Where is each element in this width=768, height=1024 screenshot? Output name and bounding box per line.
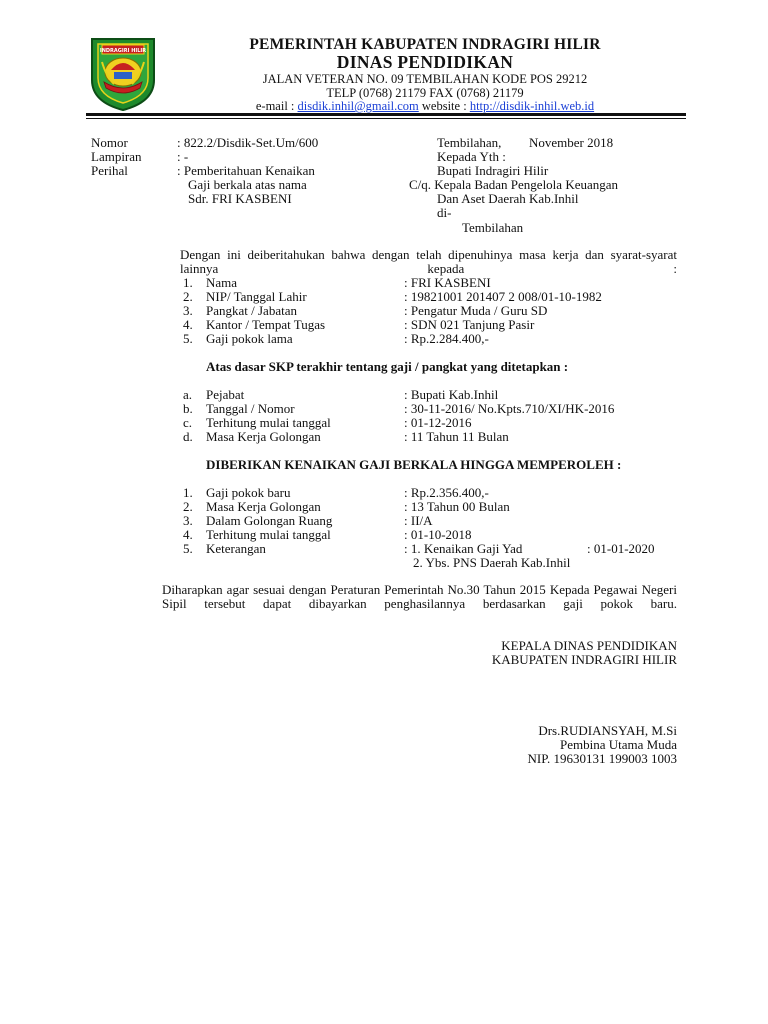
regency-crest-logo	[90, 36, 156, 112]
employee-no-2: 2.	[183, 289, 193, 304]
perihal-line-3: Sdr. FRI KASBENI	[188, 191, 292, 206]
recipient-city: Tembilahan	[462, 220, 524, 235]
raise-no-5: 5.	[183, 541, 193, 556]
raise-note-2: 2. Ybs. PNS Daerah Kab.Inhil	[413, 555, 571, 570]
skp-no-c: c.	[183, 415, 193, 430]
closing-paragraph: Diharapkan agar sesuai dengan Peraturan Pemerintah No.30 Tahun 2015 Kepada Pegawai Negeri Sipil tersebut dapat dibayarkan penghasilannya berdasarkan gaji pokok baru.	[162, 582, 677, 611]
raise-value-2: : 13 Tahun 00 Bulan	[404, 499, 510, 514]
employee-value-3: : Pengatur Muda / Guru SD	[404, 303, 548, 318]
raise-no-3: 3.	[183, 513, 193, 528]
skp-label-d: Masa Kerja Golongan	[206, 429, 321, 444]
employee-no-3: 3.	[183, 303, 193, 318]
employee-no-4: 4.	[183, 317, 193, 332]
skp-label-c: Terhitung mulai tanggal	[206, 415, 331, 430]
skp-value-d: : 11 Tahun 11 Bulan	[404, 429, 509, 444]
raise-no-4: 4.	[183, 527, 193, 542]
header-rule-thick	[86, 113, 686, 116]
employee-value-2: : 19821001 201407 2 008/01-10-1982	[404, 289, 602, 304]
skp-label-b: Tanggal / Nomor	[206, 401, 295, 416]
website-label: website :	[418, 99, 470, 113]
recipient-cq-2: Dan Aset Daerah Kab.Inhil	[437, 191, 579, 206]
nomor-value: : 822.2/Disdik-Set.Um/600	[177, 135, 319, 150]
skp-value-a: : Bupati Kab.Inhil	[404, 387, 499, 402]
raise-label-5: Keterangan	[206, 541, 266, 556]
employee-value-4: : SDN 021 Tanjung Pasir	[404, 317, 535, 332]
contact-line	[160, 100, 690, 114]
skp-label-a: Pejabat	[206, 387, 245, 402]
employee-label-5: Gaji pokok lama	[206, 331, 293, 346]
employee-no-1: 1.	[183, 275, 193, 290]
skp-heading: Atas dasar SKP terakhir tentang gaji / pangkat yang ditetapkan :	[206, 359, 569, 374]
employee-label-4: Kantor / Tempat Tugas	[206, 317, 326, 332]
letter-date: November 2018	[529, 135, 614, 150]
employee-value-1: : FRI KASBENI	[404, 275, 491, 290]
employee-value-5: : Rp.2.284.400,-	[404, 331, 489, 346]
letterhead	[160, 36, 690, 114]
raise-label-4: Terhitung mulai tanggal	[206, 527, 331, 542]
header-rule-thin	[86, 118, 686, 119]
govt-name: PEMERINTAH KABUPATEN INDRAGIRI HILIR	[249, 36, 601, 53]
raise-label-1: Gaji pokok baru	[206, 485, 291, 500]
signer-nip: NIP. 19630131 199003 1003	[527, 751, 677, 766]
logo-text: INDRAGIRI HILIR	[99, 48, 147, 54]
perihal-line-2: Gaji berkala atas nama	[188, 177, 307, 192]
signer-rank: Pembina Utama Muda	[560, 737, 677, 752]
skp-no-a: a.	[183, 387, 193, 402]
skp-no-b: b.	[183, 401, 193, 416]
raise-value-4: : 01-10-2018	[404, 527, 472, 542]
phone-line: TELP (0768) 21179 FAX (0768) 21179	[326, 85, 524, 100]
raise-heading: DIBERIKAN KENAIKAN GAJI BERKALA HINGGA MEMPEROLEH :	[206, 457, 622, 472]
recipient-cq: C/q. Kepala Badan Pengelola Keuangan	[409, 177, 619, 192]
letter-place: Tembilahan,	[437, 135, 502, 150]
employee-label-1: Nama	[206, 275, 238, 290]
nomor-label: Nomor	[91, 135, 128, 150]
raise-label-2: Masa Kerja Golongan	[206, 499, 321, 514]
skp-no-d: d.	[183, 429, 193, 444]
raise-value-1: : Rp.2.356.400,-	[404, 485, 489, 500]
raise-label-3: Dalam Golongan Ruang	[206, 513, 333, 528]
raise-value-3: : II/A	[404, 513, 433, 528]
perihal-label: Perihal	[91, 163, 128, 178]
email-link[interactable]: disdik.inhil@gmail.com	[297, 99, 419, 113]
lampiran-label: Lampiran	[91, 149, 142, 164]
recipient-name: Bupati Indragiri Hilir	[437, 163, 549, 178]
recipient-di: di-	[437, 205, 452, 220]
skp-value-c: : 01-12-2016	[404, 415, 472, 430]
signer-title-2: KABUPATEN INDRAGIRI HILIR	[491, 652, 677, 667]
signer-title-1: KEPALA DINAS PENDIDIKAN	[501, 638, 677, 653]
agency-name: DINAS PENDIDIKAN	[336, 52, 514, 72]
employee-no-5: 5.	[183, 331, 193, 346]
email-label: e-mail :	[255, 99, 298, 113]
address-line: JALAN VETERAN NO. 09 TEMBILAHAN KODE POS 29212	[262, 72, 588, 86]
intro-paragraph: Dengan ini deiberitahukan bahwa dengan telah dipenuhinya masa kerja dan syarat-syarat lainnya kepada :	[180, 247, 677, 276]
raise-no-1: 1.	[183, 485, 193, 500]
recipient-greeting: Kepada Yth :	[437, 149, 506, 164]
next-raise-date: : 01-01-2020	[587, 541, 655, 556]
raise-no-2: 2.	[183, 499, 193, 514]
lampiran-value: : -	[177, 149, 189, 164]
website-link[interactable]: http://disdik-inhil.web.id	[469, 99, 595, 113]
raise-value-5: : 1. Kenaikan Gaji Yad	[404, 541, 523, 556]
employee-label-3: Pangkat / Jabatan	[206, 303, 297, 318]
perihal-line-1: : Pemberitahuan Kenaikan	[177, 163, 315, 178]
skp-value-b: : 30-11-2016/ No.Kpts.710/XI/HK-2016	[404, 401, 615, 416]
signer-name: Drs.RUDIANSYAH, M.Si	[538, 723, 677, 738]
employee-label-2: NIP/ Tanggal Lahir	[206, 289, 307, 304]
